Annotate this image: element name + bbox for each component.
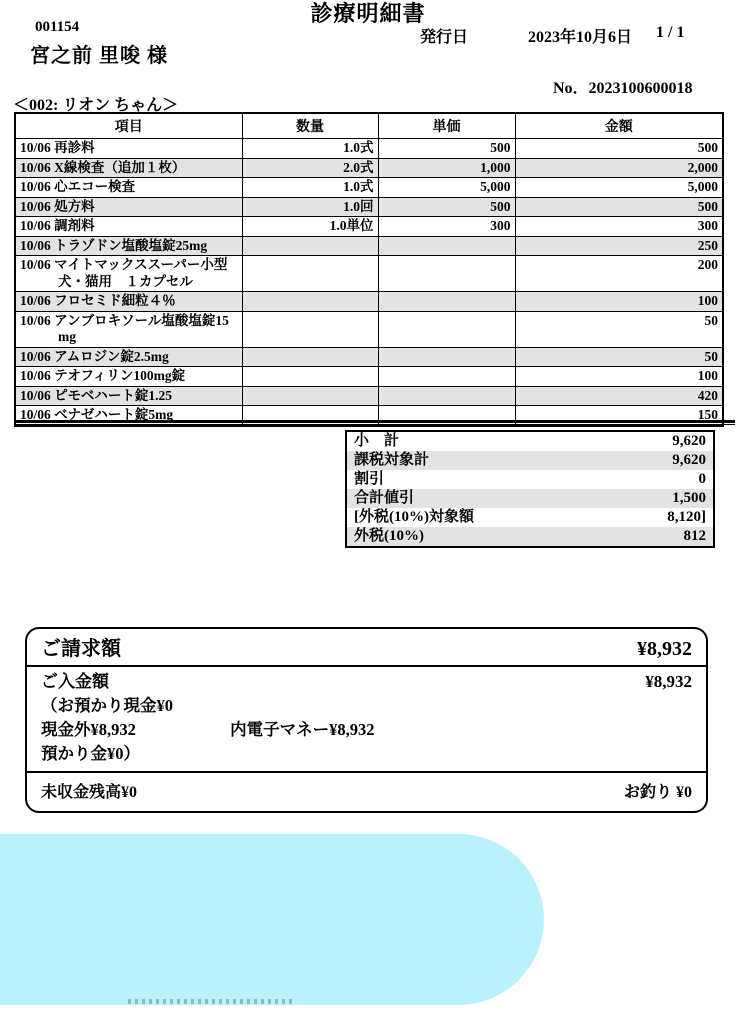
unit-price-cell: [378, 347, 515, 367]
amount-cell: 2,000: [515, 158, 723, 178]
quantity-cell: 1.0式: [242, 178, 378, 198]
cash-detail-line-3: 預かり金¥0）: [41, 744, 140, 763]
highlight-pill-shape: [0, 834, 544, 1005]
quantity-cell: [242, 347, 378, 367]
invoice-total-row: [27, 629, 706, 667]
pet-id-line: ＜002: リオン ちゃん＞: [13, 97, 179, 114]
item-name-cell: 10/06 マイトマックススーパー小型 犬・猫用 １カプセル: [15, 256, 242, 292]
document-number: No．2023100600018: [553, 80, 693, 97]
totals-row-label: 課税対象計: [354, 452, 430, 468]
items-table-body: [15, 139, 723, 426]
amount-cell: 200: [515, 256, 723, 292]
quantity-cell: [242, 292, 378, 312]
unit-price-cell: [378, 311, 515, 347]
quantity-cell: [242, 256, 378, 292]
customer-number: 001154: [35, 19, 80, 35]
non-cash-amount: 現金外¥8,932: [41, 720, 136, 739]
column-header-amount: 金額: [515, 113, 723, 139]
payment-details-section: [27, 667, 706, 773]
totals-row-label: 小 計: [354, 433, 400, 449]
amount-cell: 50: [515, 311, 723, 347]
deposit-amount: ¥8,932: [645, 672, 692, 691]
change-label: お釣り ¥0: [623, 784, 692, 801]
items-table: [14, 112, 724, 427]
item-name-cell: 10/06 調剤料: [15, 217, 242, 237]
amount-cell: 50: [515, 347, 723, 367]
amount-cell: 5,000: [515, 178, 723, 198]
cash-detail-line-1: （お預かり現金¥0: [41, 696, 173, 715]
unit-price-cell: 1,000: [378, 158, 515, 178]
item-name-cell: 10/06 心エコー検査: [15, 178, 242, 198]
totals-row: [347, 451, 713, 470]
e-money-amount: 内電子マネー¥8,932: [230, 720, 375, 739]
issue-date-value: 2023年10月6日: [528, 29, 633, 46]
unit-price-cell: [378, 292, 515, 312]
illegible-fine-print: [128, 999, 296, 1004]
unit-price-cell: 500: [378, 139, 515, 159]
item-name-cell: 10/06 処方料: [15, 197, 242, 217]
totals-row-value: 9,620: [672, 452, 706, 468]
totals-row-value: 0: [698, 471, 706, 487]
totals-row-label: 割引: [354, 471, 385, 487]
totals-row-label: 合計値引: [354, 490, 415, 506]
amount-cell: 500: [515, 139, 723, 159]
totals-row: [347, 508, 713, 527]
table-row: [15, 236, 723, 256]
issue-date-label: 発行日: [420, 29, 469, 46]
quantity-cell: 1.0単位: [242, 217, 378, 237]
item-name-cell: 10/06 トラゾドン塩酸塩錠25mg: [15, 236, 242, 256]
section-divider-rule: [15, 420, 735, 425]
amount-cell: 150: [515, 406, 723, 426]
amount-cell: 420: [515, 386, 723, 406]
table-row: [15, 217, 723, 237]
item-name-cell: 10/06 X線検査（追加１枚）: [15, 158, 242, 178]
billing-summary-box: [25, 627, 708, 813]
amount-cell: 500: [515, 197, 723, 217]
deposit-row: [41, 670, 692, 694]
amount-cell: 300: [515, 217, 723, 237]
item-name-cell: 10/06 再診料: [15, 139, 242, 159]
totals-row-label: [外税(10%)対象額: [354, 509, 474, 525]
table-row: [15, 311, 723, 347]
quantity-cell: [242, 367, 378, 387]
unit-price-cell: [378, 367, 515, 387]
totals-row-value: 9,620: [672, 433, 706, 449]
page-title: 診療明細書: [310, 1, 426, 26]
column-header-item: 項目: [15, 113, 242, 139]
amount-cell: 250: [515, 236, 723, 256]
invoice-total-amount: ¥8,932: [637, 638, 692, 660]
invoice-total-label: ご請求額: [41, 638, 121, 660]
table-row: [15, 367, 723, 387]
column-header-quantity: 数量: [242, 113, 378, 139]
item-name-cell: 10/06 ピモベハート錠1.25: [15, 386, 242, 406]
table-row: [15, 347, 723, 367]
column-header-unit-price: 単価: [378, 113, 515, 139]
totals-row: [347, 527, 713, 546]
table-row: [15, 178, 723, 198]
totals-row: [347, 470, 713, 489]
deposit-label: ご入金額: [41, 672, 109, 691]
amount-cell: 100: [515, 367, 723, 387]
unit-price-cell: [378, 236, 515, 256]
item-name-cell: 10/06 アンブロキソール塩酸塩錠15 mg: [15, 311, 242, 347]
cash-detail-line-2: [41, 718, 692, 742]
item-name-cell: 10/06 アムロジン錠2.5mg: [15, 347, 242, 367]
amount-cell: 100: [515, 292, 723, 312]
unit-price-cell: 5,000: [378, 178, 515, 198]
page-indicator: 1 / 1: [656, 24, 685, 41]
quantity-cell: 1.0式: [242, 139, 378, 159]
totals-row-label: 外税(10%): [354, 528, 424, 544]
table-row: [15, 197, 723, 217]
item-name-cell: 10/06 フロセミド細粒４％: [15, 292, 242, 312]
balance-row: [27, 773, 706, 811]
table-row: [15, 386, 723, 406]
totals-row-value: 1,500: [672, 490, 706, 506]
quantity-cell: 1.0回: [242, 197, 378, 217]
totals-row-value: 812: [683, 528, 706, 544]
items-table-header: [15, 113, 723, 139]
quantity-cell: [242, 386, 378, 406]
totals-box: [345, 430, 715, 548]
totals-row: [347, 489, 713, 508]
totals-row: [347, 432, 713, 451]
quantity-cell: [242, 311, 378, 347]
unit-price-cell: [378, 386, 515, 406]
table-row: [15, 139, 723, 159]
customer-name: 宮之前 里唆 様: [30, 45, 168, 67]
quantity-cell: 2.0式: [242, 158, 378, 178]
totals-row-value: 8,120]: [667, 509, 706, 525]
unit-price-cell: 500: [378, 197, 515, 217]
quantity-cell: [242, 236, 378, 256]
table-row: [15, 256, 723, 292]
table-row: [15, 292, 723, 312]
unit-price-cell: [378, 256, 515, 292]
unit-price-cell: 300: [378, 217, 515, 237]
unpaid-balance-label: 未収金残高¥0: [41, 784, 138, 801]
item-name-cell: 10/06 ベナゼハート錠5mg: [15, 406, 242, 426]
table-row: [15, 158, 723, 178]
item-name-cell: 10/06 テオフィリン100mg錠: [15, 367, 242, 387]
